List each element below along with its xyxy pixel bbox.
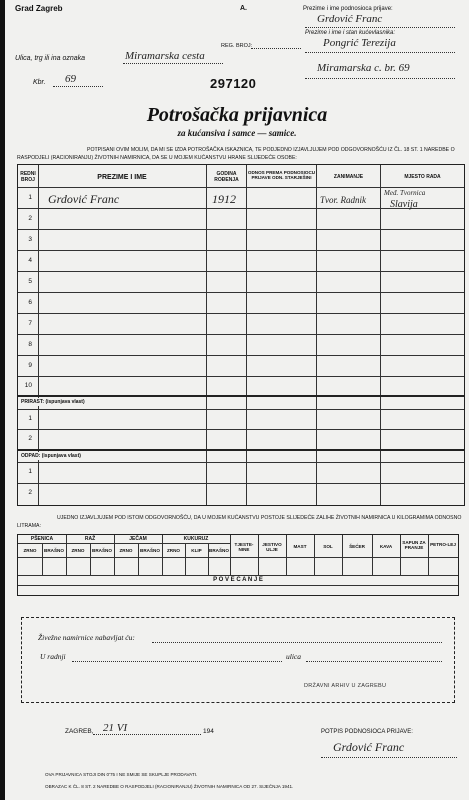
col-header-workplace: MJESTO RADA (404, 174, 441, 180)
entry-workplace-line2: Slavija (390, 199, 418, 210)
house-value: 69 (65, 73, 76, 85)
row-number: 2 (28, 215, 32, 222)
place-label: ZAGREB, (65, 728, 94, 735)
stock-group-corn: KUKURUZ (183, 536, 209, 542)
col-header-number: REDNI BROJ (20, 171, 36, 183)
signature-label: POTPIS PODNOSIOCA PRIJAVE: (321, 729, 413, 735)
stock-soap: SAPUN ZA PRANJE (402, 540, 426, 550)
increase-label: P O V E Ć A N J E (213, 577, 263, 583)
row-number: 7 (28, 320, 32, 327)
stock-subcol: BRAŠNO (92, 548, 112, 553)
row-number: 5 (28, 278, 32, 285)
owner-line (305, 52, 455, 53)
archive-stamp: DRŽAVNI ARHIV U ZAGREBU (304, 683, 387, 689)
street-label: Ulica, trg ili ina oznaka (15, 55, 86, 62)
form-title: Potrošačka prijavnica (146, 104, 328, 126)
row-number: 1 (28, 194, 32, 201)
stock-subcol: KLIP (191, 548, 202, 553)
signature-value: Grdović Franc (333, 740, 405, 754)
stock-group-wheat: PŠENICA (30, 536, 54, 542)
applicant-line (305, 27, 455, 28)
row-number: 10 (24, 382, 32, 389)
city-name: Grad Zagreb (15, 4, 63, 13)
date-line (93, 734, 201, 735)
form-letter: A. (240, 5, 247, 12)
entry-workplace-line1: Međ. Tvornica (384, 189, 426, 197)
year-prefix: 194 (203, 728, 214, 735)
entry-name: Grdović Franc (48, 192, 120, 206)
supply-label: Živežne namirnice nabavljat ću: (38, 633, 135, 642)
applicant-value: Grdović Franc (317, 13, 383, 25)
row-number: 4 (28, 257, 32, 264)
stock-group-barley: JEČAM (129, 536, 147, 542)
house-line (53, 86, 103, 87)
reg-line (251, 48, 301, 49)
street-value: Miramarska cesta (125, 50, 205, 62)
supply-box (21, 617, 455, 703)
house-label: Kbr. (33, 79, 46, 86)
prirast-label: PRIRAST: (ispunjava vlast) (21, 398, 201, 406)
stock-subcol: BRAŠNO (44, 548, 64, 553)
shop-line (72, 661, 282, 662)
shop-street-label: ulica (286, 652, 301, 661)
stock-table (17, 534, 459, 596)
stock-sugar: ŠEĆER (349, 544, 365, 549)
stock-petroleum: PETRO-LEJ (430, 542, 456, 547)
stock-salt: SOL (323, 544, 333, 549)
col-header-relation: ODNOS PREMA PODNOSIOCU PRIJAVE ODN. STARJEŠINI (247, 170, 316, 180)
odpad-label: ODPAD: (ispunjava vlast) (21, 452, 201, 460)
stock-subcol: ZRNO (166, 548, 180, 553)
stock-oil: JESTIVO ULJE (262, 542, 282, 552)
stock-coffee: KAVA (379, 544, 393, 549)
owner-label: Prezime i ime i stan kućevlasnika: (305, 30, 396, 36)
stock-subcol: BRAŠNO (209, 548, 229, 553)
owner-address: Miramarska c. br. 69 (317, 62, 410, 74)
stock-intro: UJEDNO IZJAVLJUJEM POD ISTOM ODGOVORNOŠĆU, DA U MOJEM KUĆANSTVU POSTOJE SLIJEDEĆE ZALIHE ŽIVOTNIH NAMIRNICA U KILOGRAMIMA ODNOSNO LITRAMA: (17, 515, 462, 529)
odpad-row: 2 (28, 489, 32, 496)
shop-label: U radnji (40, 652, 66, 661)
owner-value: Pongrić Terezija (323, 37, 396, 49)
row-number: 6 (28, 299, 32, 306)
odpad-row: 1 (28, 468, 32, 475)
intro-text: POTPISANI OVIM MOLIM, DA MI SE IZDA POTROŠAČKA ISKAZNICA, TE PODJEDNO IZJAVLJUJEM POD ODGOVORNOŠĆU IZ ČL. 18 ST. 1 NAREDBE O RASPODJELI (RACIONIRANJU) ŽIVOTNIH NAMIRNICA, DA SE U MOJEM KUĆANSTVU HRANE SLIJEDEĆE OSOBE: (17, 147, 455, 161)
row-number: 9 (28, 362, 32, 369)
stock-subcol: ZRNO (119, 548, 133, 553)
date-value: 21 VI (103, 722, 128, 734)
reg-label: REG. BROJ: (221, 43, 253, 49)
stock-pasta: TJESTE-NINE (234, 542, 254, 552)
col-header-name: PREZIME I IME (97, 174, 147, 181)
prirast-row: 2 (28, 435, 32, 442)
supply-line (152, 642, 442, 643)
applicant-label: Prezime i ime podnosioca prijave: (303, 6, 393, 12)
owner-address-line (305, 78, 455, 79)
row-number: 8 (28, 341, 32, 348)
regulation-note: OBRAZAC K ČL. 8 ST. 2 NAREDBE O RASPODJELI (RACIONIRANJU) ŽIVOTNIH NAMIRNICA OD 27. SIJEČNJA 1941. (45, 784, 294, 789)
serial-number: 297120 (210, 76, 257, 91)
entry-year: 1912 (212, 192, 236, 206)
stock-group-rye: RAŽ (84, 536, 96, 542)
entry-occupation: Tvor. Radnik (320, 195, 366, 205)
stock-subcol: ZRNO (71, 548, 85, 553)
col-header-occupation: ZANIMANJE (333, 174, 364, 180)
stock-subcol: ZRNO (23, 548, 37, 553)
street-line (123, 63, 223, 64)
row-number: 3 (28, 236, 32, 243)
prirast-row: 1 (28, 415, 32, 422)
stock-subcol: BRAŠNO (140, 548, 160, 553)
shop-street-line (306, 661, 442, 662)
price-note: OVA PRIJAVNICA STOJI DIN 0'75 I NE SMIJE SE SKUPLJE PRODAVATI. (45, 772, 198, 777)
stock-lard: MAST (293, 544, 307, 549)
household-table (17, 164, 465, 506)
form-subtitle: za kućansiva i samce — samice. (177, 128, 297, 138)
col-header-year: GODINA ROĐENJA (214, 171, 239, 183)
signature-line (321, 757, 457, 758)
